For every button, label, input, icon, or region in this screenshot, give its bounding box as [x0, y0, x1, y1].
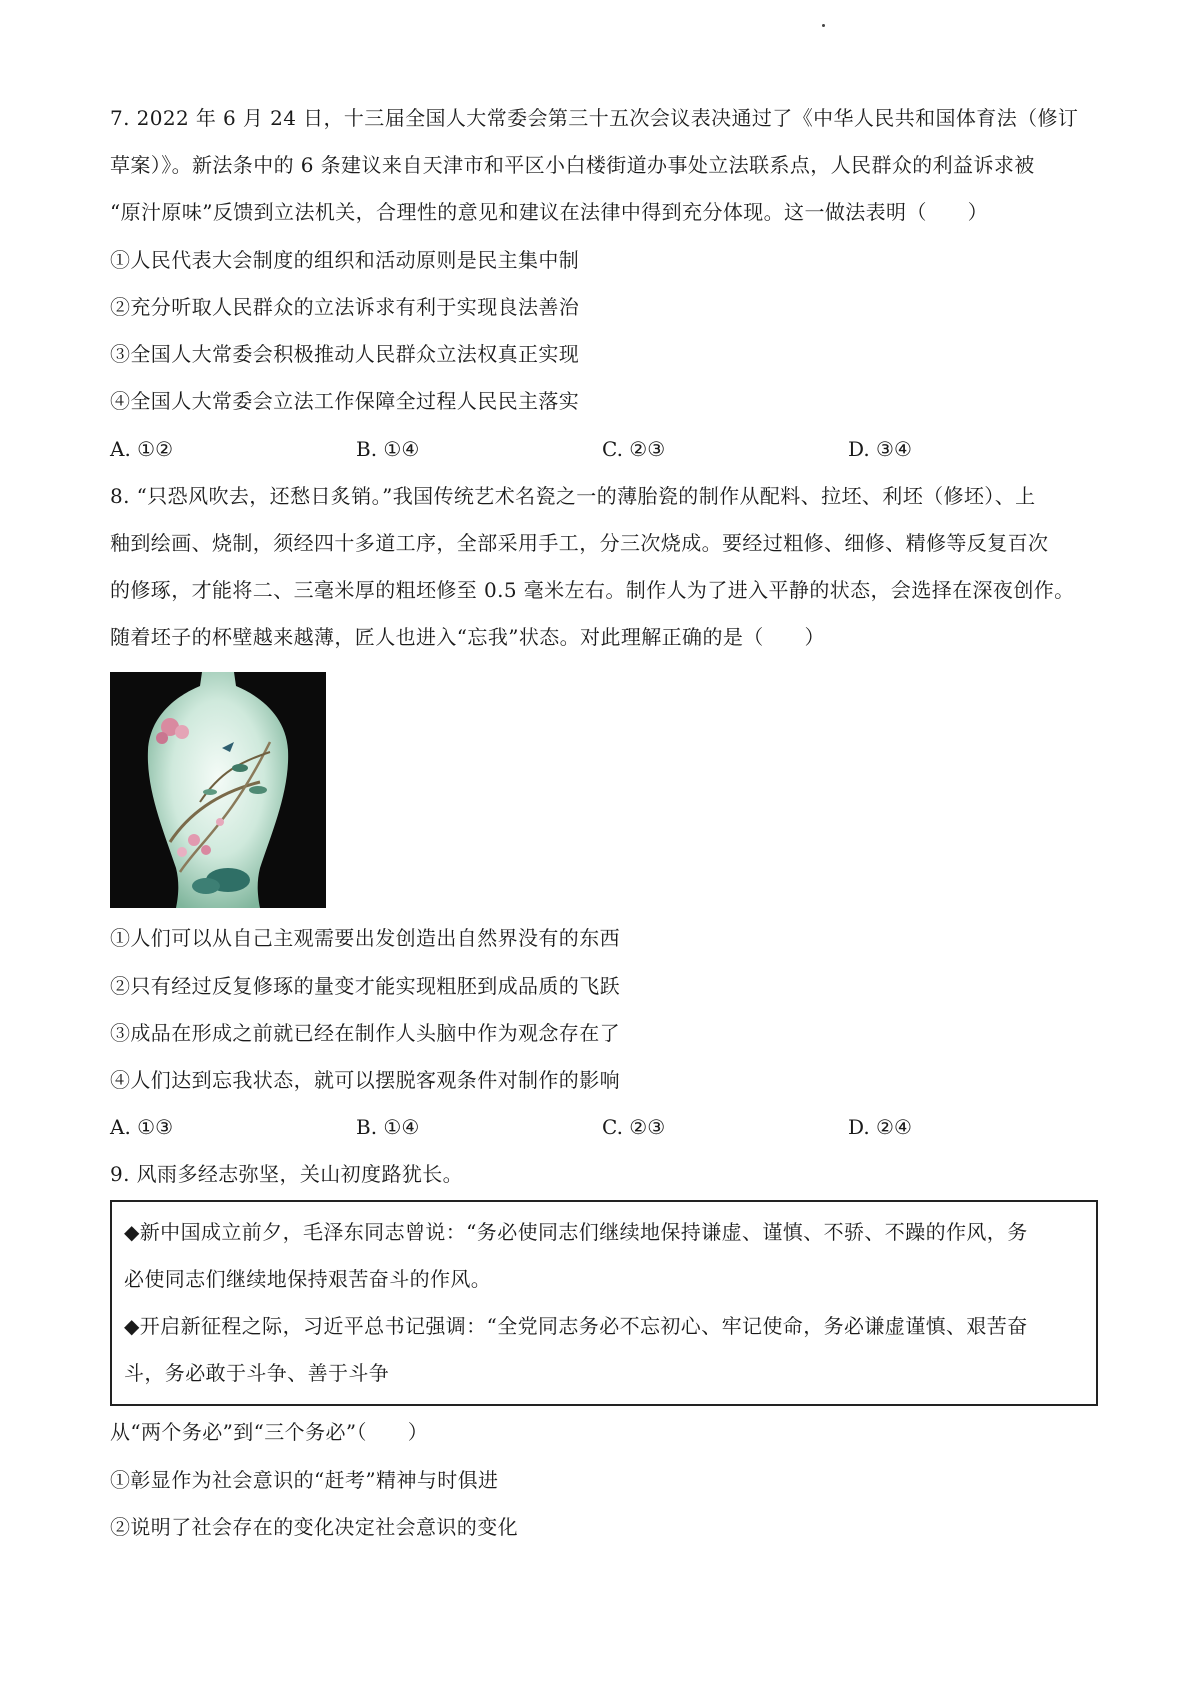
q7-option-c: C. ②③: [602, 437, 666, 461]
q7-statement-3: ③全国人大常委会积极推动人民群众立法权真正实现: [110, 342, 580, 366]
q8-line-2: 釉到绘画、烧制，须经四十多道工序，全部采用手工，分三次烧成。要经过粗修、细修、精修等反复百次: [110, 531, 1049, 555]
q8-statement-1: ①人们可以从自己主观需要出发创造出自然界没有的东西: [110, 926, 620, 950]
q7-option-b: B. ①④: [356, 437, 420, 461]
q9-title: 9. 风雨多经志弥坚，关山初度路犹长。: [110, 1162, 464, 1186]
q8-option-a: A. ①③: [110, 1115, 174, 1139]
q8-statement-3: ③成品在形成之前就已经在制作人头脑中作为观念存在了: [110, 1021, 620, 1045]
q9-box-line-3: ◆开启新征程之际，习近平总书记强调：“全党同志务必不忘初心、牢记使命，务必谦虚谨慎、艰苦奋: [124, 1314, 1028, 1338]
q8-statement-4: ④人们达到忘我状态，就可以摆脱客观条件对制作的影响: [110, 1068, 620, 1092]
q7-statement-4: ④全国人大常委会立法工作保障全过程人民民主落实: [110, 389, 580, 413]
q8-line-1: 8. “只恐风吹去，还愁日炙销。”我国传统艺术名瓷之一的薄胎瓷的制作从配料、拉坯、利坯（修坯）、上: [110, 484, 1036, 508]
vase-image: [110, 672, 326, 908]
q8-line-4: 随着坯子的杯壁越来越薄，匠人也进入“忘我”状态。对此理解正确的是（ ）: [110, 625, 825, 649]
q9-stem: 从“两个务必”到“三个务必”（ ）: [110, 1420, 429, 1444]
q9-box-line-2: 必使同志们继续地保持艰苦奋斗的作风。: [124, 1267, 492, 1291]
vase-illustration: [110, 672, 326, 908]
q9-statement-2: ②说明了社会存在的变化决定社会意识的变化: [110, 1515, 518, 1539]
q8-option-c: C. ②③: [602, 1115, 666, 1139]
q8-statement-2: ②只有经过反复修琢的量变才能实现粗胚到成品质的飞跃: [110, 974, 620, 998]
q9-box-line-4: 斗，务必敢于斗争、善于斗争: [124, 1361, 390, 1385]
q7-line-1: 7. 2022 年 6 月 24 日，十三届全国人大常委会第三十五次会议表决通过了《中华人民共和国体育法（修订: [110, 106, 1079, 130]
q7-statement-1: ①人民代表大会制度的组织和活动原则是民主集中制: [110, 248, 580, 272]
q8-line-3: 的修琢，才能将二、三毫米厚的粗坯修至 0.5 毫米左右。制作人为了进入平静的状态，会选择在深夜创作。: [110, 578, 1075, 602]
q7-option-d: D. ③④: [848, 437, 912, 461]
q7-line-3: “原汁原味”反馈到立法机关，合理性的意见和建议在法律中得到充分体现。这一做法表明（ ）: [110, 200, 989, 224]
q7-line-2: 草案）》。新法条中的 6 条建议来自天津市和平区小白楼街道办事处立法联系点，人民群众的利益诉求被: [110, 153, 1035, 177]
q8-option-b: B. ①④: [356, 1115, 420, 1139]
q7-statement-2: ②充分听取人民群众的立法诉求有利于实现良法善治: [110, 295, 580, 319]
q9-box-line-1: ◆新中国成立前夕，毛泽东同志曾说：“务必使同志们继续地保持谦虚、谨慎、不骄、不躁的作风，务: [124, 1220, 1028, 1244]
scan-dot: [822, 24, 825, 27]
q9-statement-1: ①彰显作为社会意识的“赶考”精神与时俱进: [110, 1468, 499, 1492]
q8-option-d: D. ②④: [848, 1115, 912, 1139]
q7-option-a: A. ①②: [110, 437, 174, 461]
q9-quote-box: [110, 1200, 1098, 1406]
